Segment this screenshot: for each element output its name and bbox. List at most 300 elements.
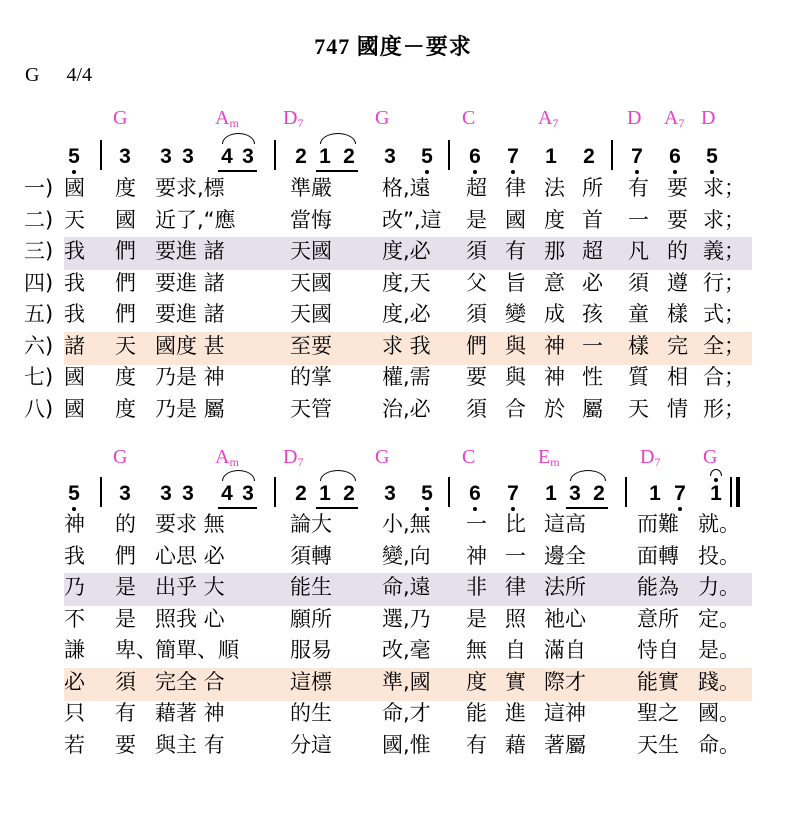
- bar-line: [625, 477, 627, 507]
- jianpu-note: [220, 483, 234, 504]
- lyric-syllable: 有: [466, 732, 487, 757]
- lyric-syllable: 我: [64, 270, 85, 295]
- lyric-syllable: 的生: [290, 701, 332, 725]
- chord-symbol: [113, 108, 127, 128]
- lyric-syllable: 求 我: [382, 333, 431, 358]
- note-digit: 1: [649, 482, 661, 505]
- note-digit: 6: [669, 145, 681, 168]
- upper-octave-dot-icon: [714, 478, 718, 482]
- lyric-syllable: 心思 必: [155, 543, 225, 568]
- eighth-beam: [316, 170, 358, 172]
- lyric-syllable: 要: [667, 176, 688, 200]
- lyric-syllable: 凡: [628, 239, 649, 263]
- lyric-syllable: 天國: [290, 270, 332, 295]
- lyric-syllable: 與: [505, 333, 526, 358]
- lyric-syllable: 要進 諸: [155, 239, 225, 263]
- lyric-syllable: 須: [466, 302, 487, 326]
- lyric-syllable: 照: [505, 606, 526, 631]
- lyric-syllable: 式；: [703, 302, 745, 326]
- lyric-syllable: 格,遠: [382, 176, 431, 200]
- key-signature: [25, 64, 114, 87]
- bar-line: [100, 477, 102, 507]
- chord-root: D: [283, 107, 298, 129]
- chord-symbol: [703, 447, 717, 467]
- lyric-syllable: 孩: [582, 302, 603, 326]
- lyric-syllable: 踐。: [698, 669, 740, 694]
- lyric-syllable: 天管: [290, 396, 332, 421]
- jianpu-note: [118, 146, 132, 167]
- note-digit: 3: [119, 145, 131, 168]
- lyric-syllable: 成: [544, 302, 565, 326]
- chord-root: G: [113, 107, 128, 129]
- lyric-line: [0, 668, 786, 701]
- lyric-syllable: 度,必: [382, 302, 431, 326]
- lyric-syllable: 國度 甚: [155, 333, 225, 358]
- lyric-syllable: 是: [466, 207, 487, 232]
- note-digit: 1: [319, 482, 331, 505]
- chord-symbol: [283, 108, 303, 129]
- eighth-beam: [316, 507, 358, 509]
- note-digit: 5: [68, 145, 80, 168]
- note-digit: 2: [295, 145, 307, 168]
- verse-number: 五): [24, 302, 54, 326]
- chord-symbol: [538, 447, 560, 468]
- lyric-syllable: 度: [115, 396, 136, 421]
- verse-number: 三): [24, 239, 54, 263]
- jianpu-note: [648, 483, 662, 504]
- lyric-syllable: 完全 合: [155, 669, 225, 694]
- chord-symbol: [215, 447, 239, 468]
- lyric-syllable: 就。: [698, 512, 740, 536]
- lyric-syllable: 要: [115, 732, 136, 757]
- lyric-syllable: 國: [505, 207, 526, 232]
- lyric-syllable: 不: [64, 606, 85, 631]
- note-digit: 7: [631, 145, 643, 168]
- lyric-syllable: 謙: [64, 638, 85, 662]
- lyric-syllable: 天: [115, 333, 136, 358]
- lyric-syllable: 乃是 屬: [155, 396, 225, 421]
- lyric-syllable: 願所: [290, 606, 332, 631]
- lyric-syllable: 進: [505, 701, 526, 725]
- note-digit: 3: [182, 145, 194, 168]
- lyric-syllable: 合；: [703, 365, 745, 389]
- lyric-syllable: 所: [582, 176, 603, 200]
- lyric-syllable: 當悔: [290, 207, 332, 232]
- chord-root: G: [375, 446, 390, 468]
- lyric-syllable: 諸: [64, 333, 85, 358]
- note-digit: 6: [469, 482, 481, 505]
- bar-line: [448, 140, 450, 170]
- lyric-syllable: 質: [628, 365, 649, 389]
- lyric-syllable: 著屬: [544, 732, 586, 757]
- chord-symbol: [701, 108, 715, 128]
- chord-root: G: [703, 446, 718, 468]
- lyric-syllable: 意所: [637, 606, 679, 631]
- chord-quality: m: [229, 455, 239, 469]
- lyric-syllable: 情: [667, 396, 688, 421]
- lyric-syllable: 選,乃: [382, 606, 431, 631]
- jianpu-note: [318, 146, 332, 167]
- lyric-syllable: 邊全: [544, 543, 586, 568]
- lyric-syllable: 這神: [544, 701, 586, 725]
- lyric-syllable: 國: [115, 207, 136, 232]
- lyric-syllable: 父: [466, 270, 487, 295]
- lyric-syllable: 要: [667, 207, 688, 232]
- lyric-syllable: 於: [544, 396, 565, 421]
- lyric-syllable: 有: [115, 701, 136, 725]
- jianpu-note: [506, 146, 520, 167]
- note-digit: 1: [710, 482, 722, 505]
- lyric-syllable: 們: [115, 239, 136, 263]
- verse-number: 四): [24, 270, 54, 295]
- lyric-syllable: 祂心: [544, 606, 586, 631]
- lyric-syllable: 們: [115, 270, 136, 295]
- lyric-syllable: 相: [667, 365, 688, 389]
- lyric-syllable: 若: [64, 732, 85, 757]
- jianpu-note: [118, 483, 132, 504]
- jianpu-note: [342, 146, 356, 167]
- lyric-syllable: 天: [64, 207, 85, 232]
- lyric-syllable: 求；: [703, 207, 745, 232]
- chord-root: D: [701, 107, 716, 129]
- lyric-syllable: 際才: [544, 669, 586, 694]
- note-digit: 3: [182, 482, 194, 505]
- lyric-syllable: 須: [115, 669, 136, 694]
- lyric-syllable: 我: [64, 543, 85, 568]
- note-digit: 1: [319, 145, 331, 168]
- lyric-syllable: 的: [115, 512, 136, 536]
- lyric-syllable: 合: [505, 396, 526, 421]
- lyric-syllable: 意: [544, 270, 565, 295]
- final-bar-thick: [736, 477, 740, 507]
- note-digit: 2: [343, 482, 355, 505]
- note-digit: 3: [242, 482, 254, 505]
- verse-number: 六): [24, 333, 54, 358]
- lyric-syllable: 能: [466, 701, 487, 725]
- chord-symbol: [375, 108, 389, 128]
- jianpu-note: [383, 483, 397, 504]
- chord-root: E: [538, 446, 551, 468]
- chord-root: D: [640, 446, 655, 468]
- key-label: G: [25, 64, 40, 86]
- note-digit: 3: [242, 145, 254, 168]
- jianpu-note: [67, 146, 81, 167]
- lyric-line: [0, 699, 786, 732]
- chord-quality: 7: [678, 116, 685, 130]
- lyric-syllable: 簡單、順: [155, 638, 239, 662]
- lyric-syllable: 度,必: [382, 239, 431, 263]
- lyric-line: [0, 332, 786, 365]
- eighth-beam: [218, 507, 257, 509]
- jianpu-note: [67, 483, 81, 504]
- slur-icon: [570, 470, 606, 481]
- lyric-syllable: 有: [505, 239, 526, 263]
- lyric-syllable: 恃自: [637, 638, 679, 662]
- chord-root: C: [462, 446, 476, 468]
- lyric-syllable: 命。: [698, 732, 740, 757]
- lyric-syllable: 天: [628, 396, 649, 421]
- chord-root: A: [664, 107, 679, 129]
- lyric-syllable: 要進 諸: [155, 270, 225, 295]
- lyric-syllable: 面轉: [637, 543, 679, 568]
- jianpu-note: [506, 483, 520, 504]
- note-digit: 3: [160, 482, 172, 505]
- lyric-syllable: 我: [64, 239, 85, 263]
- lyric-syllable: 首: [582, 207, 603, 232]
- lyric-line: [0, 542, 786, 575]
- verse-number: 二): [24, 207, 54, 232]
- lyric-line: [0, 269, 786, 302]
- chord-symbol: [113, 447, 127, 467]
- lyric-syllable: 照我 心: [155, 606, 225, 631]
- jianpu-note: [159, 483, 173, 504]
- chord-symbol: [627, 108, 641, 128]
- jianpu-note: [342, 483, 356, 504]
- lyric-syllable: 與: [505, 365, 526, 389]
- note-digit: 4: [221, 482, 233, 505]
- lyric-syllable: 律: [505, 575, 526, 599]
- lyric-syllable: 天國: [290, 302, 332, 326]
- fermata-icon: [710, 469, 722, 476]
- lyric-syllable: 那: [544, 239, 565, 263]
- jianpu-note: [220, 146, 234, 167]
- lyric-line: [0, 206, 786, 239]
- lyric-syllable: 小,無: [382, 512, 431, 536]
- lyric-syllable: 律: [505, 176, 526, 200]
- lyric-syllable: 藉著 神: [155, 701, 225, 725]
- lyric-syllable: 樣: [667, 302, 688, 326]
- note-digit: 3: [384, 482, 396, 505]
- lyric-syllable: 乃: [64, 575, 85, 599]
- jianpu-note: [705, 146, 719, 167]
- bar-line: [274, 477, 276, 507]
- note-digit: 2: [295, 482, 307, 505]
- lyric-syllable: 神: [544, 365, 565, 389]
- lyric-syllable: 童: [628, 302, 649, 326]
- lyric-syllable: 力。: [698, 575, 740, 599]
- jianpu-note: [181, 146, 195, 167]
- note-digit: 6: [469, 145, 481, 168]
- jianpu-note: [294, 483, 308, 504]
- lyric-syllable: 性: [582, 365, 603, 389]
- eighth-beam: [218, 170, 257, 172]
- note-digit: 7: [507, 145, 519, 168]
- chord-quality: 7: [654, 455, 661, 469]
- lyric-syllable: 須轉: [290, 543, 332, 568]
- chord-root: G: [113, 446, 128, 468]
- lyric-syllable: 卑、: [115, 638, 157, 662]
- slur-icon: [320, 470, 356, 481]
- lyric-syllable: 命,遠: [382, 575, 431, 599]
- lyric-syllable: 非: [466, 575, 487, 599]
- chord-quality: 7: [552, 116, 559, 130]
- jianpu-note: [668, 146, 682, 167]
- note-digit: 7: [674, 482, 686, 505]
- lyric-syllable: 自: [505, 638, 526, 662]
- note-digit: 2: [343, 145, 355, 168]
- lyric-syllable: 乃是 神: [155, 365, 225, 389]
- lyric-syllable: 分這: [290, 732, 332, 757]
- chord-symbol: [283, 447, 303, 468]
- jianpu-note: [630, 146, 644, 167]
- final-bar-thin: [730, 477, 732, 507]
- jianpu-note: [673, 483, 687, 504]
- chord-symbol: [538, 108, 558, 129]
- lyric-syllable: 改,毫: [382, 638, 431, 662]
- note-digit: 4: [221, 145, 233, 168]
- chord-root: C: [462, 107, 476, 129]
- jianpu-note: [294, 146, 308, 167]
- chord-symbol: [640, 447, 660, 468]
- lyric-syllable: 要求 無: [155, 512, 225, 536]
- lyric-syllable: 行；: [703, 270, 745, 295]
- chord-root: A: [215, 107, 230, 129]
- lyric-syllable: 這標: [290, 669, 332, 694]
- note-digit: 1: [545, 482, 557, 505]
- slur-icon: [222, 470, 255, 481]
- lyric-syllable: 國: [64, 365, 85, 389]
- lyric-syllable: 義；: [703, 239, 745, 263]
- lyric-syllable: 須: [466, 396, 487, 421]
- lyric-syllable: 實: [505, 669, 526, 694]
- jianpu-note: [318, 483, 332, 504]
- lyric-syllable: 要求,標: [155, 176, 225, 200]
- note-digit: 3: [119, 482, 131, 505]
- lyric-syllable: 度: [544, 207, 565, 232]
- jianpu-note: [241, 146, 255, 167]
- lyric-syllable: 這高: [544, 512, 586, 536]
- lyric-syllable: 藉: [505, 732, 526, 757]
- lyric-syllable: 一: [466, 512, 487, 536]
- lyric-syllable: 神: [64, 512, 85, 536]
- lyric-syllable: 求；: [703, 176, 745, 200]
- chord-symbol: [462, 447, 475, 467]
- lyric-syllable: 治,必: [382, 396, 431, 421]
- lyric-syllable: 有: [628, 176, 649, 200]
- chord-symbol: [462, 108, 475, 128]
- jianpu-note: [420, 146, 434, 167]
- slur-icon: [320, 133, 356, 144]
- lyric-syllable: 能生: [290, 575, 332, 599]
- note-digit: 5: [421, 482, 433, 505]
- lyric-syllable: 投。: [698, 543, 740, 568]
- lyric-syllable: 是: [115, 575, 136, 599]
- lyric-line: [0, 605, 786, 638]
- note-digit: 5: [421, 145, 433, 168]
- lyric-syllable: 全；: [703, 333, 745, 358]
- lyric-syllable: 完: [667, 333, 688, 358]
- lyric-syllable: 準嚴: [290, 176, 332, 200]
- lyric-syllable: 服易: [290, 638, 332, 662]
- lyric-syllable: 樣: [628, 333, 649, 358]
- lyric-syllable: 天生: [637, 732, 679, 757]
- jianpu-note: [181, 483, 195, 504]
- jianpu-note: [568, 483, 582, 504]
- lyric-syllable: 度: [466, 669, 487, 694]
- lyric-syllable: 們: [115, 543, 136, 568]
- chord-root: G: [375, 107, 390, 129]
- chord-quality: m: [229, 116, 239, 130]
- chord-symbol: [664, 108, 684, 129]
- note-digit: 2: [593, 482, 605, 505]
- lyric-syllable: 國,惟: [382, 732, 431, 757]
- lyric-line: [0, 363, 786, 396]
- jianpu-note: [383, 146, 397, 167]
- lyric-syllable: 能為: [637, 575, 679, 599]
- lyric-syllable: 遵: [667, 270, 688, 295]
- bar-line: [100, 140, 102, 170]
- lyric-syllable: 聖之: [637, 701, 679, 725]
- jianpu-note: [159, 146, 173, 167]
- lyric-syllable: 必: [582, 270, 603, 295]
- note-digit: 3: [384, 145, 396, 168]
- lyric-syllable: 必: [64, 669, 85, 694]
- lyric-syllable: 權,需: [382, 365, 431, 389]
- lyric-syllable: 是: [115, 606, 136, 631]
- lyric-syllable: 的: [667, 239, 688, 263]
- lyric-syllable: 要進 諸: [155, 302, 225, 326]
- jianpu-note: [709, 483, 723, 504]
- lyric-syllable: 須: [628, 270, 649, 295]
- lyric-syllable: 要: [466, 365, 487, 389]
- lyric-syllable: 是。: [698, 638, 740, 662]
- lyric-syllable: 定。: [698, 606, 740, 631]
- lyric-syllable: 至要: [290, 333, 332, 358]
- note-digit: 1: [545, 145, 557, 168]
- lyric-syllable: 法: [544, 176, 565, 200]
- lyric-syllable: 我: [64, 302, 85, 326]
- note-digit: 3: [569, 482, 581, 505]
- note-digit: 5: [68, 482, 80, 505]
- verse-number: 一): [24, 176, 54, 200]
- lyric-syllable: 屬: [582, 396, 603, 421]
- lyric-syllable: 是: [466, 606, 487, 631]
- jianpu-note: [582, 146, 596, 167]
- chord-quality: 7: [297, 455, 304, 469]
- lyric-syllable: 度: [115, 176, 136, 200]
- chord-symbol: [375, 447, 389, 467]
- jianpu-note: [241, 483, 255, 504]
- chord-quality: 7: [297, 116, 304, 130]
- lyric-syllable: 須: [466, 239, 487, 263]
- time-signature: 4/4: [66, 64, 93, 86]
- lyric-syllable: 論大: [290, 512, 332, 536]
- jianpu-note: [544, 146, 558, 167]
- chord-root: D: [283, 446, 298, 468]
- lyric-line: [0, 731, 786, 764]
- verse-number: 七): [24, 365, 54, 389]
- jianpu-note: [468, 483, 482, 504]
- lyric-line: [0, 237, 786, 270]
- verse-number: 八): [24, 396, 54, 421]
- lyric-syllable: 們: [466, 333, 487, 358]
- chord-root: A: [538, 107, 553, 129]
- lyric-syllable: 變,向: [382, 543, 431, 568]
- chord-root: A: [215, 446, 230, 468]
- lyric-syllable: 一: [628, 207, 649, 232]
- lyric-line: [0, 174, 786, 207]
- hymn-title: 747 國度－要求: [314, 34, 472, 59]
- lyric-syllable: 度: [115, 365, 136, 389]
- lyric-syllable: 旨: [505, 270, 526, 295]
- lyric-syllable: 一: [582, 333, 603, 358]
- jianpu-note: [592, 483, 606, 504]
- lyric-syllable: 超: [582, 239, 603, 263]
- lyric-syllable: 法所: [544, 575, 586, 599]
- lyric-syllable: 形；: [703, 396, 745, 421]
- lyric-syllable: 準,國: [382, 669, 431, 694]
- lyric-syllable: 出乎 大: [155, 575, 225, 599]
